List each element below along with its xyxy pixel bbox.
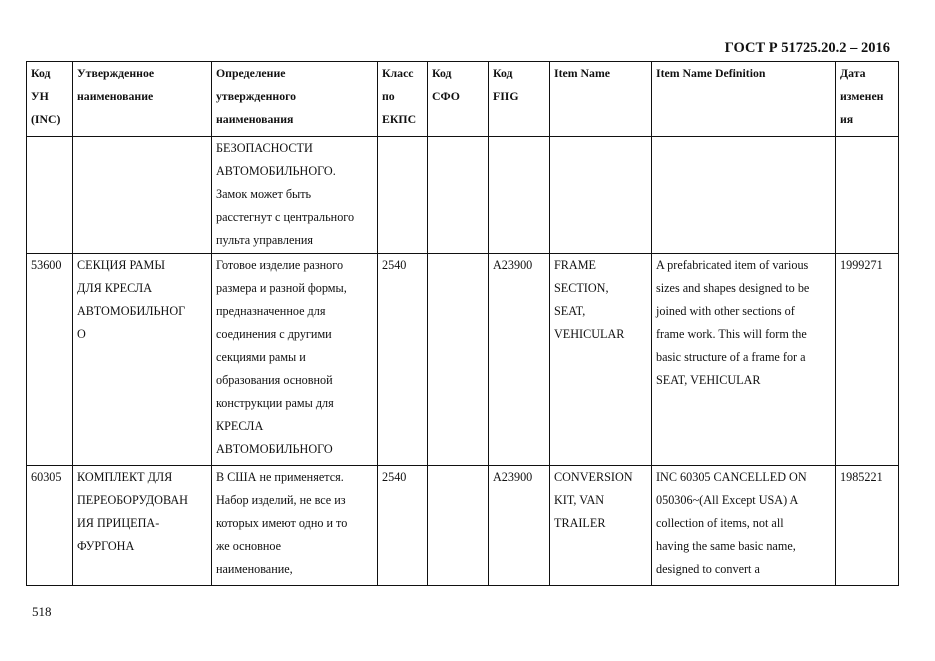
col-header-item-name-definition: Item Name Definition: [652, 62, 836, 137]
cell-inc: [27, 137, 73, 254]
page-number: 518: [32, 604, 52, 619]
cell-sfo-code: [428, 254, 489, 466]
cell-item-name: FRAME SECTION, SEAT, VEHICULAR: [550, 254, 652, 466]
cell-fiig-code: A23900: [489, 466, 550, 586]
cell-change-date: 1985221: [836, 466, 899, 586]
col-header-ekps-class: Класс по ЕКПС: [378, 62, 428, 137]
table-row: [27, 137, 899, 254]
nomenclature-table: [26, 61, 899, 586]
cell-fiig-code: A23900: [489, 254, 550, 466]
cell-item-name: CONVERSION KIT, VAN TRAILER: [550, 466, 652, 586]
cell-inc: 53600: [27, 254, 73, 466]
cell-ekps-class: [378, 137, 428, 254]
cell-approved-name: [73, 137, 212, 254]
col-header-change-date: Дата изменен ия: [836, 62, 899, 137]
cell-sfo-code: [428, 137, 489, 254]
col-header-item-name: Item Name: [550, 62, 652, 137]
cell-approved-name: КОМПЛЕКТ ДЛЯ ПЕРЕОБОРУДОВАН ИЯ ПРИЦЕПА- ФУРГОНА: [73, 466, 212, 586]
col-header-fiig-code: Код FIIG: [489, 62, 550, 137]
cell-definition: В США не применяется. Набор изделий, не все из которых имеют одно и то же основное наименование,: [212, 466, 378, 586]
cell-sfo-code: [428, 466, 489, 586]
cell-definition: БЕЗОПАСНОСТИ АВТОМОБИЛЬНОГО. Замок может быть расстегнут с центрального пульта управления: [212, 137, 378, 254]
col-header-inc: Код УН (INC): [27, 62, 73, 137]
cell-inc: 60305: [27, 466, 73, 586]
col-header-sfo-code: Код СФО: [428, 62, 489, 137]
table-row: [27, 466, 899, 586]
cell-approved-name: СЕКЦИЯ РАМЫ ДЛЯ КРЕСЛА АВТОМОБИЛЬНОГ О: [73, 254, 212, 466]
cell-change-date: [836, 137, 899, 254]
col-header-definition: Определение утвержденного наименования: [212, 62, 378, 137]
table-row: [27, 254, 899, 466]
cell-change-date: 1999271: [836, 254, 899, 466]
cell-item-name-definition: INC 60305 CANCELLED ON 050306~(All Except USA) A collection of items, not all having the same basic name, designed to convert a: [652, 466, 836, 586]
cell-ekps-class: 2540: [378, 254, 428, 466]
cell-definition: Готовое изделие разного размера и разной формы, предназначенное для соединения с другими секциями рамы и образования основной конструкции рамы для КРЕСЛА АВТОМОБИЛЬНОГО: [212, 254, 378, 466]
table-header-row: [27, 62, 899, 137]
cell-ekps-class: 2540: [378, 466, 428, 586]
col-header-approved-name: Утвержденное наименование: [73, 62, 212, 137]
cell-item-name-definition: A prefabricated item of various sizes and shapes designed to be joined with other sections of frame work. This will form the basic structure of a frame for a SEAT, VEHICULAR: [652, 254, 836, 466]
cell-item-name: [550, 137, 652, 254]
document-code: ГОСТ Р 51725.20.2 – 2016: [724, 40, 890, 56]
cell-fiig-code: [489, 137, 550, 254]
cell-item-name-definition: [652, 137, 836, 254]
